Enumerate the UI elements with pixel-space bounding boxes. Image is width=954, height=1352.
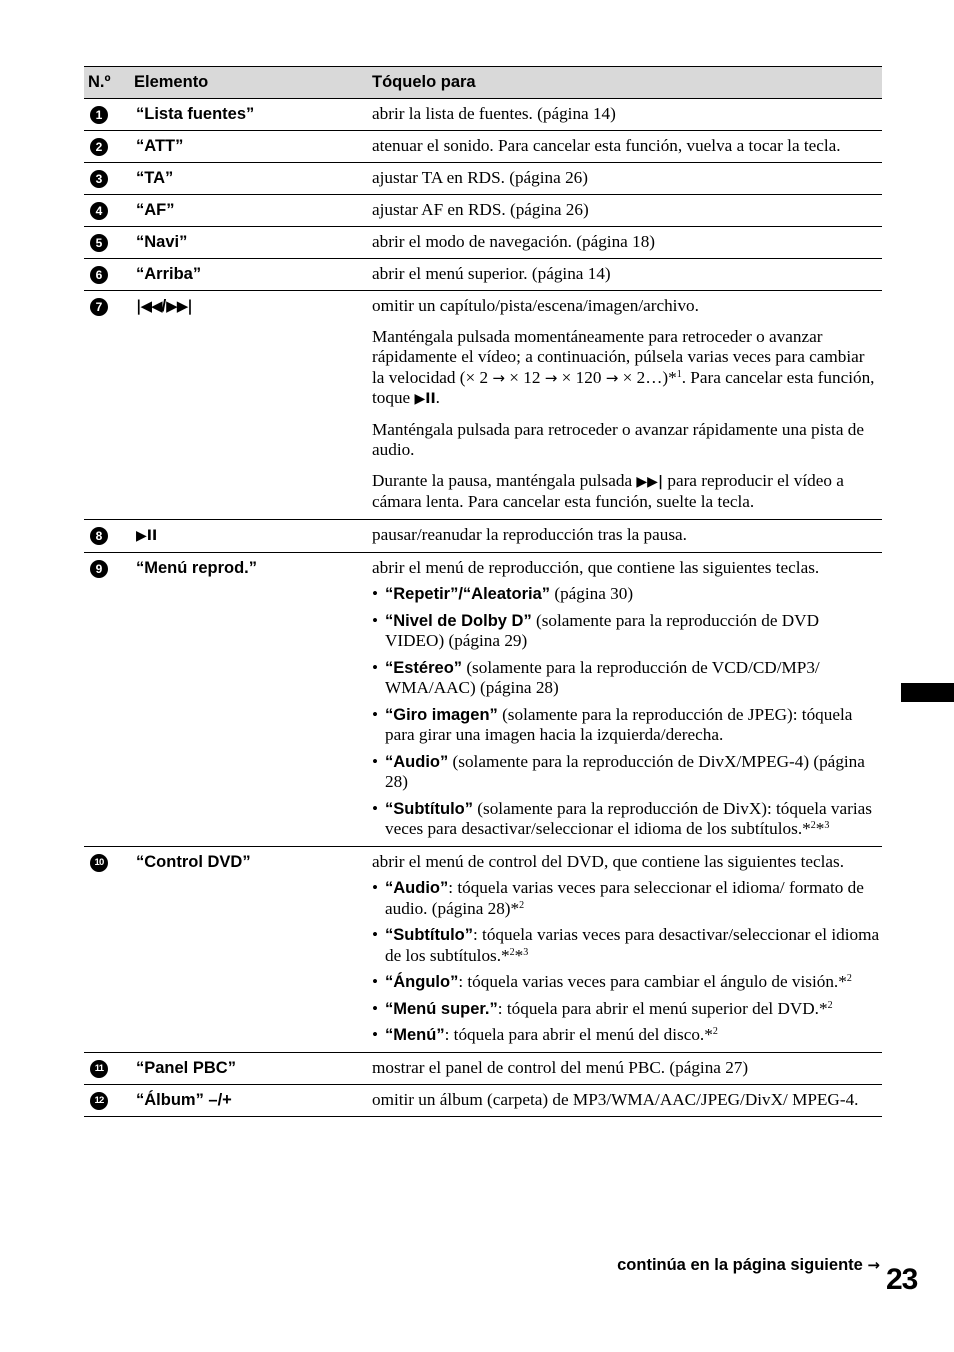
element-description: ajustar TA en RDS. (página 26) xyxy=(366,163,882,195)
element-description xyxy=(366,552,882,846)
element-name: “Control DVD” xyxy=(128,846,366,1052)
table-row xyxy=(84,552,882,846)
row-number-badge: 2 xyxy=(90,138,108,156)
element-name: “Arriba” xyxy=(128,259,366,291)
row-number-badge: 10 xyxy=(90,854,108,872)
header-number: N.º xyxy=(84,67,128,99)
page-number: 23 xyxy=(886,1263,918,1296)
table-row xyxy=(84,259,882,291)
right-arrow-icon: → xyxy=(605,368,619,387)
element-name: “Álbum” –/+ xyxy=(128,1084,366,1116)
table-row xyxy=(84,1052,882,1084)
skip-previous-icon: |◀◀ xyxy=(136,297,162,315)
description-intro: abrir el menú de reproducción, que contiene las siguientes teclas. xyxy=(372,557,820,577)
element-description xyxy=(366,291,882,520)
element-name: “ATT” xyxy=(128,131,366,163)
list-item: • “Menú”: tóquela para abrir el menú del disco.*$^2$ xyxy=(372,1025,880,1046)
key-list xyxy=(372,584,880,840)
list-item: • “Nivel de Dolby D” (solamente para la reproducción de DVD VIDEO) (página 29) xyxy=(372,611,880,652)
table-row xyxy=(84,846,882,1052)
element-name: “TA” xyxy=(128,163,366,195)
description-paragraph: omitir un capítulo/pista/escena/imagen/archivo. xyxy=(372,296,699,315)
table-row xyxy=(84,291,882,520)
element-description: atenuar el sonido. Para cancelar esta función, vuelva a tocar la tecla. xyxy=(366,131,882,163)
table-row xyxy=(84,163,882,195)
right-arrow-icon: → xyxy=(544,368,558,387)
row-number-badge: 6 xyxy=(90,266,108,284)
element-description: omitir un álbum (carpeta) de MP3/WMA/AAC/JPEG/DivX/ MPEG-4. xyxy=(366,1084,882,1116)
element-name: “Panel PBC” xyxy=(128,1052,366,1084)
list-item: • “Repetir”/“Aleatoria” (página 30) xyxy=(372,584,880,605)
element-name: “Menú reprod.” xyxy=(128,552,366,846)
header-action: Tóquelo para xyxy=(366,67,882,99)
skip-next-icon: ▶▶| xyxy=(166,297,192,315)
list-item: • “Subtítulo”: tóquela varias veces para desactivar/seleccionar el idioma de los subtítulos.*$^2$*$^3$ xyxy=(372,925,880,966)
description-intro: abrir el menú de control del DVD, que contiene las siguientes teclas. xyxy=(372,851,845,871)
element-name: “AF” xyxy=(128,195,366,227)
right-arrow-icon: → xyxy=(492,368,505,387)
list-item: • “Ángulo”: tóquela varias veces para cambiar el ángulo de visión.*$^2$ xyxy=(372,972,880,993)
element-name xyxy=(128,519,366,552)
element-description: abrir la lista de fuentes. (página 14) xyxy=(366,99,882,131)
table-row xyxy=(84,519,882,552)
skip-next-icon: ▶▶| xyxy=(636,473,664,490)
element-name: |◀◀/▶▶| xyxy=(128,291,366,520)
row-number-badge: 7 xyxy=(90,298,108,316)
right-arrow-icon: → xyxy=(867,1256,880,1274)
row-number-badge: 12 xyxy=(90,1092,108,1110)
list-item: • “Estéreo” (solamente para la reproducción de VCD/CD/MP3/ WMA/AAC) (página 28) xyxy=(372,658,880,699)
description-paragraph: Manténgala pulsada momentáneamente para retroceder o avanzar rápidamente el vídeo; a continuación, púlsela varias veces para cambiar la velocidad (× 2 → × 12 → × 120 → × 2…)*$^1$. Para cancelar esta función, toque ▶II. xyxy=(372,326,875,407)
header-element: Elemento xyxy=(128,67,366,99)
row-number-badge: 8 xyxy=(90,527,108,545)
element-description xyxy=(366,846,882,1052)
row-number-badge: 5 xyxy=(90,234,108,252)
description-paragraph: Durante la pausa, manténgala pulsada ▶▶| para reproducir el vídeo a cámara lenta. Para cancelar esta función, suelte la tecla. xyxy=(372,470,844,511)
row-number-badge: 9 xyxy=(90,560,108,578)
table-header-row xyxy=(84,67,882,99)
list-item: • “Audio”: tóquela varias veces para seleccionar el idioma/ formato de audio. (página 28)*$^2$ xyxy=(372,878,880,919)
element-name: “Lista fuentes” xyxy=(128,99,366,131)
description-paragraph: Manténgala pulsada para retroceder o avanzar rápidamente una pista de audio. xyxy=(372,419,864,459)
row-number-badge: 1 xyxy=(90,106,108,124)
list-item: • “Audio” (solamente para la reproducción de DivX/MPEG-4) (página 28) xyxy=(372,752,880,793)
function-table xyxy=(84,66,882,1117)
table-row xyxy=(84,131,882,163)
row-number-badge: 4 xyxy=(90,202,108,220)
list-item: • “Menú super.”: tóquela para abrir el menú superior del DVD.*$^2$ xyxy=(372,999,880,1020)
element-description: abrir el modo de navegación. (página 18) xyxy=(366,227,882,259)
element-description: mostrar el panel de control del menú PBC. (página 27) xyxy=(366,1052,882,1084)
element-description: abrir el menú superior. (página 14) xyxy=(366,259,882,291)
row-number-badge: 11 xyxy=(90,1060,108,1078)
play-pause-icon: ▶II xyxy=(136,527,158,544)
table-row xyxy=(84,99,882,131)
section-tab-marker xyxy=(901,683,954,702)
row-number-badge: 3 xyxy=(90,170,108,188)
table-row xyxy=(84,227,882,259)
play-pause-icon: ▶II xyxy=(414,391,436,407)
continue-note: continúa en la página siguiente → xyxy=(617,1256,880,1274)
table-row xyxy=(84,195,882,227)
element-description: ajustar AF en RDS. (página 26) xyxy=(366,195,882,227)
key-list xyxy=(372,878,880,1046)
list-item: • “Subtítulo” (solamente para la reproducción de DivX): tóquela varias veces para desactivar/seleccionar el idioma de los subtítulos.*$^2$*$^3$ xyxy=(372,799,880,840)
element-description: pausar/reanudar la reproducción tras la pausa. xyxy=(366,519,882,552)
element-name: “Navi” xyxy=(128,227,366,259)
table-row xyxy=(84,1084,882,1116)
list-item: • “Giro imagen” (solamente para la reproducción de JPEG): tóquela para girar una imagen hacia la izquierda/derecha. xyxy=(372,705,880,746)
